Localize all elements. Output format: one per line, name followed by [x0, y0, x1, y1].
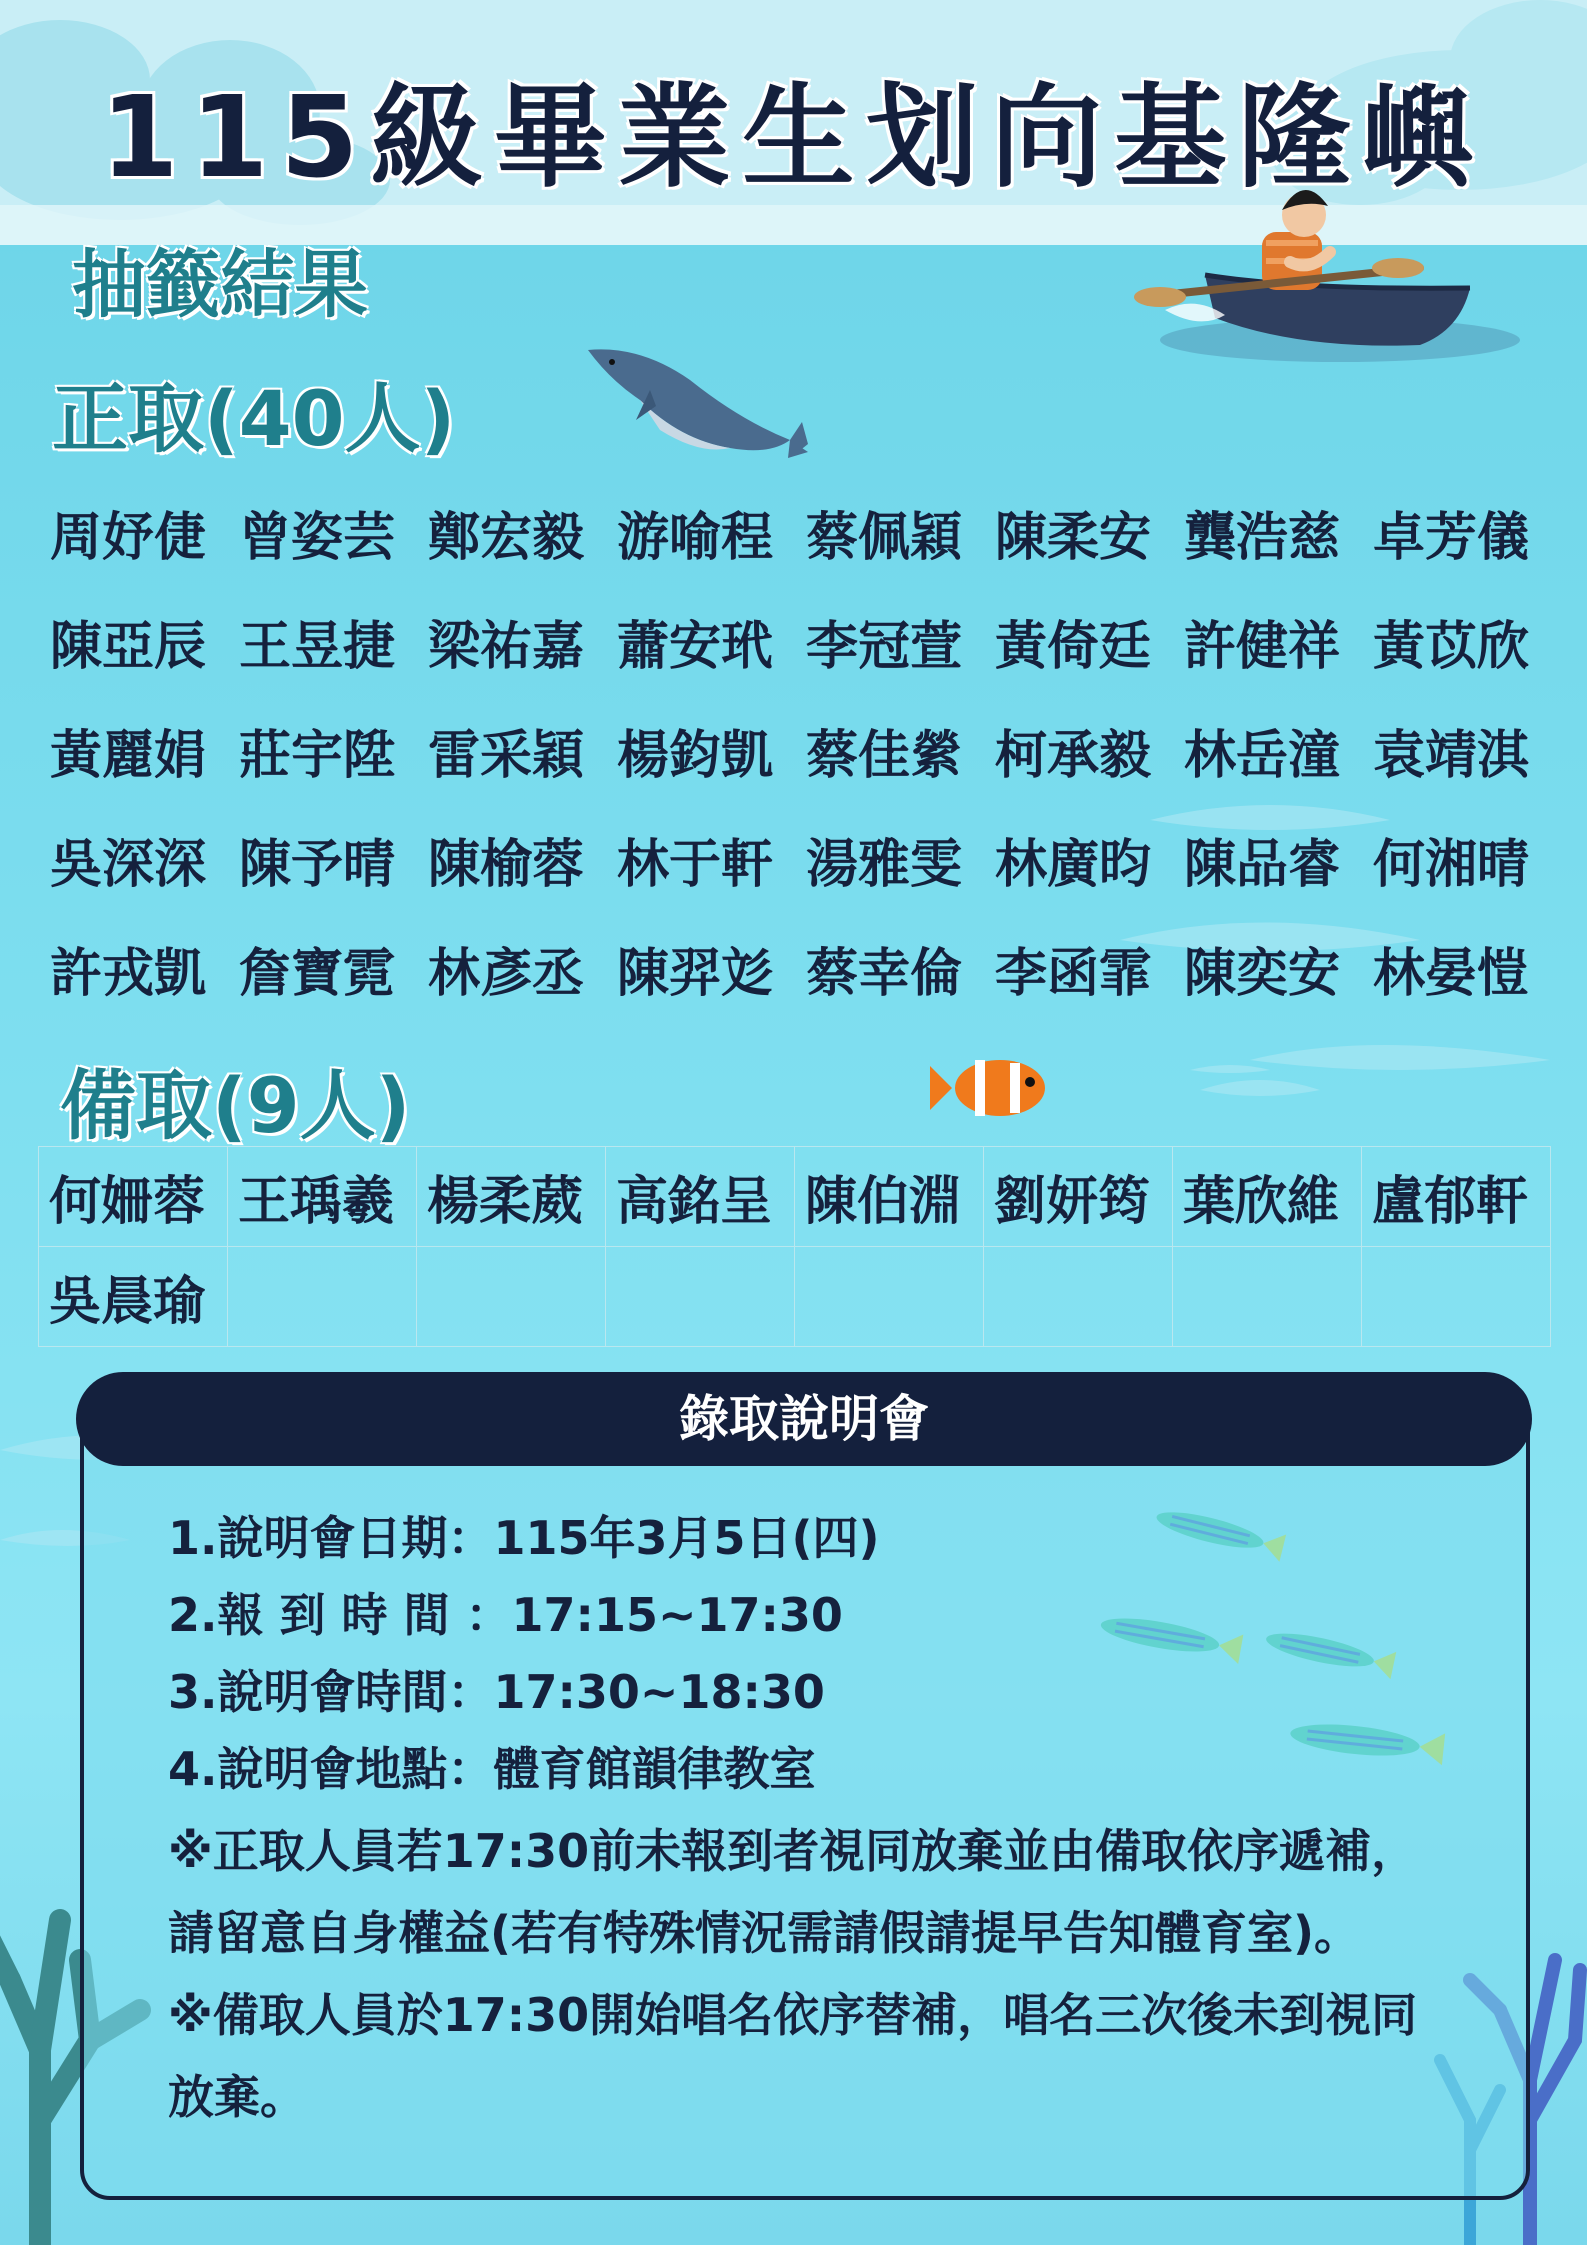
admitted-name: 柯承毅 — [995, 726, 1152, 786]
admitted-name: 蔡幸倫 — [806, 944, 963, 1004]
admitted-name: 陳柔安 — [995, 508, 1152, 568]
admitted-name: 游喻程 — [617, 508, 774, 568]
table-row — [39, 1147, 1551, 1247]
waitlist-name: 王瑀羲 — [228, 1147, 417, 1247]
admitted-name: 周妤倢 — [50, 508, 207, 568]
admitted-name: 林晏愷 — [1373, 944, 1530, 1004]
admitted-name: 陳榆蓉 — [428, 835, 585, 895]
info-notes — [168, 1810, 1458, 2138]
empty-cell — [795, 1247, 984, 1347]
info-line-date: 1.說明會日期：115年3月5日(四) — [168, 1511, 880, 1565]
waitlist-name: 盧郁軒 — [1362, 1147, 1551, 1247]
admitted-name: 曾姿芸 — [239, 508, 396, 568]
admitted-name: 卓芳儀 — [1373, 508, 1530, 568]
admitted-name: 林岳潼 — [1184, 726, 1341, 786]
empty-cell — [417, 1247, 606, 1347]
admitted-name: 何湘晴 — [1373, 835, 1530, 895]
admitted-names-grid — [38, 490, 1548, 1035]
info-panel-header: 錄取說明會 — [76, 1372, 1532, 1466]
admitted-name: 許健祥 — [1184, 617, 1341, 677]
admitted-name: 陳羿彣 — [617, 944, 774, 1004]
admitted-name: 雷采穎 — [428, 726, 585, 786]
admitted-name: 林于軒 — [617, 835, 774, 895]
admitted-heading: 正取(40人) — [52, 374, 456, 463]
admitted-name: 陳予晴 — [239, 835, 396, 895]
waitlist-table — [38, 1146, 1551, 1347]
admitted-name: 蔡佳縈 — [806, 726, 963, 786]
admitted-name: 陳品睿 — [1184, 835, 1341, 895]
waitlist-name: 吳晨瑜 — [39, 1247, 228, 1347]
info-line-location: 4.說明會地點：體育館韻律教室 — [168, 1742, 816, 1796]
admitted-name: 黃麗娟 — [50, 726, 207, 786]
admitted-name: 袁靖淇 — [1373, 726, 1530, 786]
waitlist-name: 高銘呈 — [606, 1147, 795, 1247]
admitted-name: 王昱捷 — [239, 617, 396, 677]
waitlist-name: 葉欣維 — [1173, 1147, 1362, 1247]
admitted-name: 林廣昀 — [995, 835, 1152, 895]
waitlist-heading: 備取(9人) — [60, 1061, 411, 1150]
admitted-name: 梁祐嘉 — [428, 617, 585, 677]
info-details — [168, 1500, 1468, 1808]
empty-cell — [606, 1247, 795, 1347]
admitted-name: 龔浩慈 — [1184, 508, 1341, 568]
admitted-name: 陳亞辰 — [50, 617, 207, 677]
admitted-name: 許戎凱 — [50, 944, 207, 1004]
admitted-name: 湯雅雯 — [806, 835, 963, 895]
table-row — [39, 1247, 1551, 1347]
admitted-name: 黃倚廷 — [995, 617, 1152, 677]
admitted-name: 陳奕安 — [1184, 944, 1341, 1004]
draw-result-heading: 抽籤結果 — [72, 242, 368, 328]
waitlist-name: 陳伯淵 — [795, 1147, 984, 1247]
empty-cell — [984, 1247, 1173, 1347]
info-note-admitted: ※正取人員若17:30前未報到者視同放棄並由備取依序遞補，請留意自身權益(若有特殊情況需請假請提早告知體育室)。 — [168, 1824, 1418, 1960]
waitlist-name: 何姍蓉 — [39, 1147, 228, 1247]
page-title: 115級畢業生划向基隆嶼 — [100, 73, 1487, 203]
admitted-name: 莊宇陞 — [239, 726, 396, 786]
waitlist-name: 劉妍筠 — [984, 1147, 1173, 1247]
admitted-name: 蔡佩穎 — [806, 508, 963, 568]
empty-cell — [1362, 1247, 1551, 1347]
admitted-name: 黃苡欣 — [1373, 617, 1530, 677]
info-note-waitlist: ※備取人員於17:30開始唱名依序替補，唱名三次後未到視同放棄。 — [168, 1988, 1418, 2124]
info-line-checkin: 2.報 到 時 間 ：17:15~17:30 — [168, 1588, 843, 1642]
admitted-name: 詹寶霓 — [239, 944, 396, 1004]
admitted-name: 李函霏 — [995, 944, 1152, 1004]
admitted-name: 吳深深 — [50, 835, 207, 895]
admitted-name: 林彥丞 — [428, 944, 585, 1004]
empty-cell — [228, 1247, 417, 1347]
admitted-name: 李冠萱 — [806, 617, 963, 677]
admitted-name: 楊鈞凱 — [617, 726, 774, 786]
admitted-name: 鄭宏毅 — [428, 508, 585, 568]
empty-cell — [1173, 1247, 1362, 1347]
waitlist-name: 楊柔葳 — [417, 1147, 606, 1247]
admitted-name: 蕭安玳 — [617, 617, 774, 677]
info-line-time: 3.說明會時間：17:30~18:30 — [168, 1665, 825, 1719]
